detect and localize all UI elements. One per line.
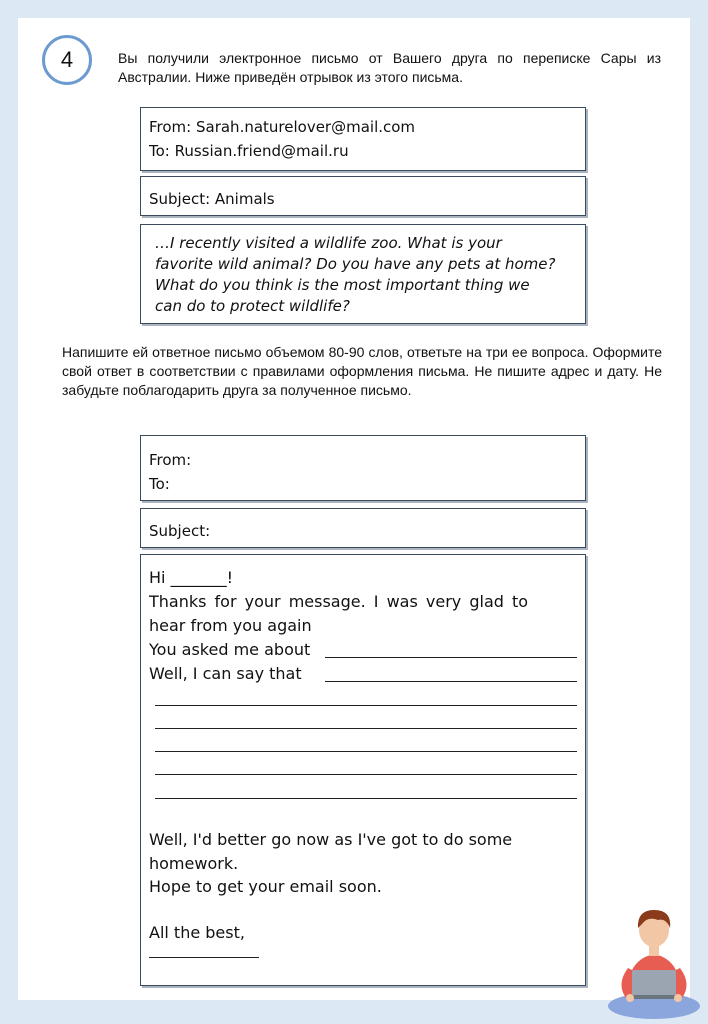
reply-body-box [140,554,586,986]
reply-subject-label: Subject: [149,522,211,540]
reply-closing-line: homework. [149,854,239,873]
reply-from-label: From: [149,451,192,469]
answer-blank-line[interactable] [155,705,577,706]
task-instructions: Напишите ей ответное письмо объемом 80-90 слов, ответьте на три ее вопроса. Оформите свой ответ в соответствии с правилами оформления письма. Не пишите адрес и дату. Не забудьте поблагодарить друга за полученное письмо. [62,344,662,398]
right-hand [674,994,682,1002]
incoming-body-line: favorite wild animal? Do you have any pets at home? [155,255,556,273]
reply-to-label: To: [149,475,170,493]
reply-closing-line: Hope to get your email soon. [149,877,382,896]
signature-blank-line[interactable] [149,957,259,958]
reply-signoff: All the best, [149,923,245,942]
answer-blank-line[interactable] [155,728,577,729]
answer-blank-line[interactable] [155,774,577,775]
incoming-body-line: What do you think is the most important thing we [155,276,530,294]
incoming-header-box [140,107,586,171]
boy-with-laptop-illustration [604,898,704,1022]
reply-greeting: Hi _______! [149,568,233,587]
reply-thanks-line: hear from you again [149,616,312,635]
task-intro: Вы получили электронное письмо от Вашего друга по переписке Сары из Австралии. Ниже приведён отрывок из этого письма. [118,50,661,85]
incoming-subject: Subject: Animals [149,190,275,208]
incoming-body-line: can do to protect wildlife? [155,297,350,315]
task-number: 4 [60,47,74,72]
incoming-body-line: …I recently visited a wildlife zoo. What is your [155,234,502,252]
incoming-body-box [140,224,586,324]
reply-say: Well, I can say that [149,664,302,683]
answer-blank-line[interactable] [325,681,577,682]
incoming-to: To: Russian.friend@mail.ru [149,142,349,160]
reply-closing-line: Well, I'd better go now as I've got to do some [149,830,513,849]
reply-header-box [140,435,586,501]
answer-blank-line[interactable] [155,751,577,752]
task-number-badge [42,35,92,85]
laptop-screen [632,970,676,996]
answer-blank-line[interactable] [325,657,577,658]
answer-blank-line[interactable] [155,798,577,799]
laptop-base [628,995,680,999]
left-hand [626,994,634,1002]
reply-subject-box [140,508,586,548]
reply-thanks-line: Thanks for your message. I was very glad to [149,592,529,611]
incoming-subject-box [140,176,586,216]
reply-asked: You asked me about [149,640,311,659]
incoming-from: From: Sarah.naturelover@mail.com [149,118,416,136]
